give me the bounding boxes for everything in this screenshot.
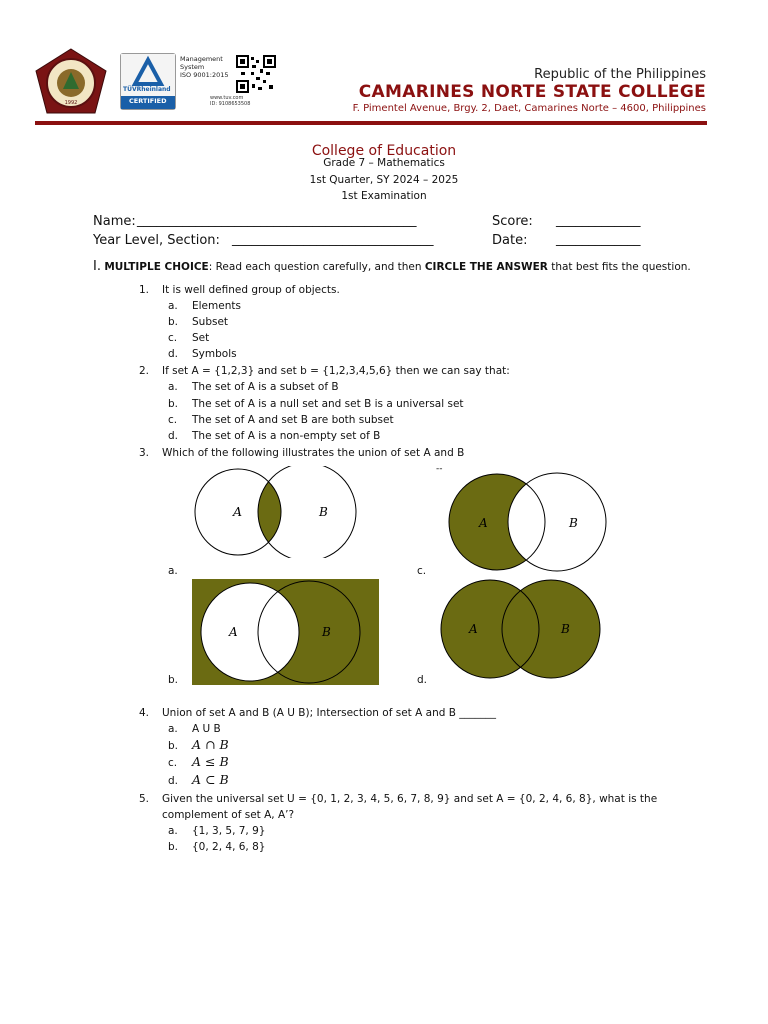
question-3-marker: --	[436, 464, 443, 474]
q1-option-c[interactable]: Set	[192, 332, 210, 344]
year-section-label: Year Level, Section:	[93, 233, 220, 248]
q4-option-a[interactable]: A U B	[192, 723, 221, 735]
venn-a-label-a: A	[233, 504, 243, 519]
qr-code-icon	[236, 55, 276, 93]
college-name: CAMARINES NORTE STATE COLLEGE	[358, 82, 706, 102]
venn-option-b[interactable]	[192, 579, 379, 685]
iso-id: ID: 9108653508	[210, 101, 251, 107]
q4-option-d[interactable]: A ⊂ B	[192, 772, 229, 787]
question-3-number: 3.	[139, 447, 150, 459]
q1-option-b[interactable]: Subset	[192, 316, 229, 328]
q1-option-d-letter: d.	[168, 348, 179, 360]
exam-title: 1st Examination	[341, 190, 427, 202]
q1-option-a-letter: a.	[168, 300, 178, 312]
q5-option-b[interactable]: {0, 2, 4, 6, 8}	[192, 841, 266, 853]
date-field[interactable]: _____________	[556, 232, 641, 247]
iso-management-text: Management System ISO 9001:2015	[180, 55, 229, 79]
q5-option-a[interactable]: {1, 3, 5, 7, 9}	[192, 825, 266, 837]
tuv-logo	[120, 53, 176, 110]
question-4-text: Union of set A and B (A U B); Intersection of set A and B _______	[162, 707, 497, 719]
venn-option-c[interactable]	[447, 472, 609, 572]
q2-option-b[interactable]: The set of A is a null set and set B is a universal set	[192, 398, 464, 410]
q2-option-b-letter: b.	[168, 398, 179, 410]
venn-d-label-a: A	[469, 622, 478, 636]
question-1-text: It is well defined group of objects.	[162, 284, 340, 296]
venn-b-label-a: A	[229, 625, 238, 639]
question-3-text: Which of the following illustrates the union of set A and B	[162, 447, 465, 459]
circle-answer-emphasis: CIRCLE THE ANSWER	[424, 261, 548, 273]
college-address: F. Pimentel Avenue, Brgy. 2, Daet, Camarines Norte – 4600, Philippines	[352, 103, 706, 114]
venn-option-d[interactable]	[438, 579, 604, 679]
iso-url: www.tuv.com	[210, 95, 244, 101]
q2-option-d-letter: d.	[168, 430, 179, 442]
section-heading: MULTIPLE CHOICE	[104, 261, 209, 273]
instructions: I. MULTIPLE CHOICE: Read each question carefully, and then CIRCLE THE ANSWER that best fits the question.	[93, 259, 691, 274]
q1-option-c-letter: c.	[168, 332, 178, 344]
q4-option-c-letter: c.	[168, 757, 178, 769]
q4-option-d-letter: d.	[168, 775, 179, 787]
name-label: Name:	[93, 214, 136, 229]
venn-a-label-b: B	[319, 505, 328, 519]
republic-heading: Republic of the Philippines	[534, 67, 706, 82]
q2-option-c-letter: c.	[168, 414, 178, 426]
question-1-number: 1.	[139, 284, 150, 296]
question-2-number: 2.	[139, 365, 150, 377]
question-4-number: 4.	[139, 707, 150, 719]
date-label: Date:	[492, 233, 528, 248]
certified-label: CERTIFIED	[129, 97, 167, 105]
q3-option-d-letter: d.	[417, 674, 428, 686]
q1-option-d[interactable]: Symbols	[192, 348, 237, 360]
question-5-text: Given the universal set U = {0, 1, 2, 3, 4, 5, 6, 7, 8, 9} and set A = {0, 2, 4, 6, 8}, what is the	[162, 793, 658, 805]
q4-option-b[interactable]: A ∩ B	[192, 737, 229, 752]
q1-option-a[interactable]: Elements	[192, 300, 241, 312]
q3-option-a-letter: a.	[168, 565, 178, 577]
venn-d-label-b: B	[561, 622, 570, 636]
q4-option-c[interactable]: A ≤ B	[192, 754, 229, 769]
venn-c-label-a: A	[479, 516, 488, 530]
venn-c-label-b: B	[569, 516, 578, 530]
year-section-field[interactable]: _______________________________	[232, 232, 434, 247]
q4-option-a-letter: a.	[168, 723, 178, 735]
iso-certification-badge	[120, 53, 280, 110]
question-2-text: If set A = {1,2,3} and set b = {1,2,3,4,5,6} then we can say that:	[162, 365, 510, 377]
q4-option-b-letter: b.	[168, 740, 179, 752]
q2-option-c[interactable]: The set of A and set B are both subset	[192, 414, 394, 426]
question-5-text-cont: complement of set A, A’?	[162, 809, 295, 821]
venn-b-label-b: B	[322, 625, 331, 639]
q3-option-b-letter: b.	[168, 674, 179, 686]
q3-option-c-letter: c.	[417, 565, 427, 577]
section-number: I.	[93, 259, 101, 274]
quarter-sy: 1st Quarter, SY 2024 – 2025	[309, 174, 459, 186]
score-label: Score:	[492, 214, 533, 229]
svg-text:1992: 1992	[64, 100, 78, 106]
header-divider	[35, 121, 707, 125]
tuv-brand: TÜVRheinland	[123, 86, 171, 93]
q2-option-a[interactable]: The set of A is a subset of B	[192, 381, 339, 393]
grade-subject: Grade 7 – Mathematics	[323, 157, 445, 169]
q5-option-a-letter: a.	[168, 825, 178, 837]
college-of-education-title: College of Education	[311, 143, 457, 159]
q2-option-d[interactable]: The set of A is a non-empty set of B	[192, 430, 381, 442]
college-seal-logo	[33, 47, 109, 115]
venn-option-a[interactable]	[193, 466, 359, 558]
q1-option-b-letter: b.	[168, 316, 179, 328]
question-5-number: 5.	[139, 793, 150, 805]
q2-option-a-letter: a.	[168, 381, 178, 393]
score-field[interactable]: _____________	[556, 213, 641, 228]
name-field[interactable]: ___________________________________________	[137, 213, 417, 228]
q5-option-b-letter: b.	[168, 841, 179, 853]
